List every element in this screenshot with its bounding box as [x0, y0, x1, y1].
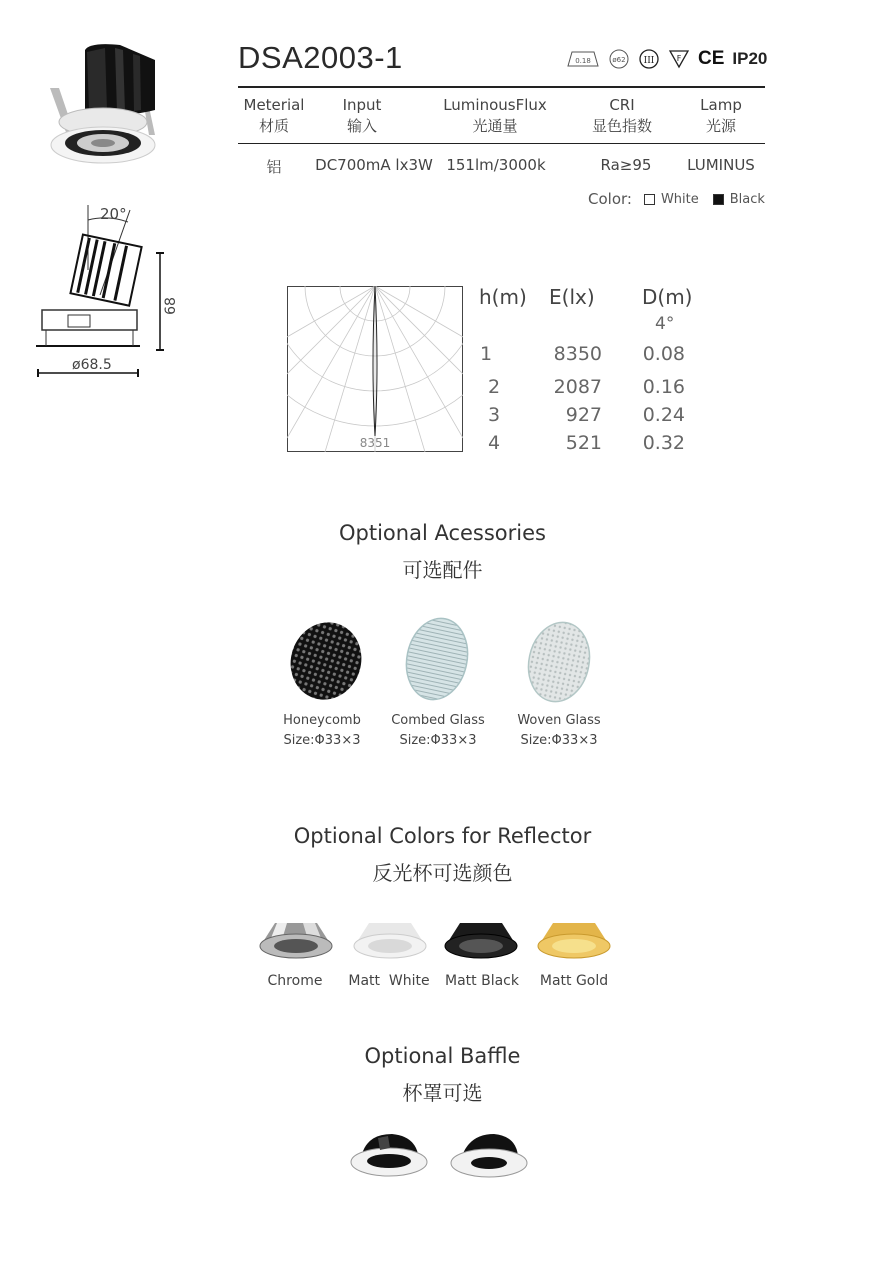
spec-header-cn: 材质	[258, 117, 289, 135]
color-label: Color:	[588, 190, 632, 208]
combed-glass-image	[403, 616, 471, 702]
spec-header-en: CRI	[609, 96, 635, 114]
matt-white-reflector-image	[351, 915, 429, 965]
spec-header-cri	[582, 95, 662, 137]
table-header-h: h(m)	[479, 285, 527, 309]
accessory-name: Combed Glass	[391, 713, 485, 728]
spec-value-lamp: LUMINUS	[687, 156, 755, 174]
cert-thermal-text: 0.18	[575, 57, 591, 65]
reflector-black-label: Matt Black	[445, 973, 519, 989]
header-rule	[238, 86, 765, 88]
cutout-icon	[608, 48, 630, 70]
baffle-title: Optional Baffle	[364, 1044, 521, 1068]
table-row-3-h: 3	[488, 404, 501, 426]
accessories-title: Optional Acessories	[339, 521, 546, 545]
spec-header-input	[322, 95, 402, 137]
accessory-woven-glass	[499, 711, 619, 751]
spec-value-material: 铝	[266, 158, 282, 176]
table-row-2-e: 2087	[553, 376, 602, 398]
black-swatch	[713, 194, 724, 205]
spec-header-en: Lamp	[700, 96, 742, 114]
product-photo	[45, 40, 165, 170]
diameter-label: ø68.5	[72, 357, 112, 373]
height-label: 68	[162, 297, 179, 315]
table-row-3-d: 0.24	[642, 404, 685, 426]
spec-value-cri: Ra≥95	[600, 156, 652, 174]
tilt-angle-label: 20°	[100, 205, 127, 223]
baffle-image-2	[448, 1128, 530, 1180]
reflector-subtitle: 反光杯可选颜色	[372, 861, 513, 885]
baffle-subtitle: 杯罩可选	[402, 1081, 483, 1105]
spec-header-material	[238, 95, 310, 137]
white-swatch	[644, 194, 655, 205]
table-row-2-d: 0.16	[642, 376, 685, 398]
table-row-4-d: 0.32	[642, 432, 685, 454]
matt-black-reflector-image	[442, 915, 520, 965]
accessory-size: Size:Φ33×3	[399, 733, 477, 748]
polar-diagram	[287, 286, 463, 452]
cert-f-text: F	[676, 54, 682, 63]
spec-header-flux	[430, 95, 560, 137]
color-options	[588, 190, 765, 208]
table-row-1-d: 0.08	[642, 343, 685, 365]
table-row-1-h: 1	[480, 343, 493, 365]
color-black-label: Black	[729, 191, 765, 207]
reflector-title: Optional Colors for Reflector	[293, 824, 592, 848]
reflector-gold-label: Matt Gold	[539, 973, 609, 989]
model-title: DSA2003-1	[238, 40, 403, 75]
peak-intensity-label: 8351	[359, 436, 391, 450]
table-header-e: E(lx)	[549, 285, 595, 309]
spec-header-cn: 输入	[346, 117, 377, 135]
accessory-size: Size:Φ33×3	[283, 733, 361, 748]
spec-header-cn: 光通量	[472, 117, 518, 135]
honeycomb-image	[287, 620, 365, 702]
table-row-2-h: 2	[488, 376, 501, 398]
ip-rating: IP20	[732, 49, 768, 68]
table-row-3-e: 927	[565, 404, 602, 426]
class-iii-icon	[638, 48, 660, 70]
spec-value-flux: 151lm/3000k	[446, 156, 546, 174]
spec-header-en: Input	[342, 96, 382, 114]
accessory-name: Woven Glass	[517, 713, 601, 728]
color-white-label: White	[660, 191, 699, 207]
spec-rule	[238, 143, 765, 144]
cert-class-text: III	[643, 56, 655, 66]
accessory-combed-glass	[378, 711, 498, 751]
table-row-1-e: 8350	[553, 343, 602, 365]
spec-header-en: Meterial	[243, 96, 305, 114]
spec-header-lamp	[690, 95, 752, 137]
accessory-size: Size:Φ33×3	[520, 733, 598, 748]
reflector-white-label: Matt White	[348, 973, 430, 989]
table-row-4-e: 521	[565, 432, 602, 454]
chrome-reflector-image	[257, 915, 335, 965]
cert-cutout-text: ø62	[612, 56, 626, 64]
spec-header-en: LuminousFlux	[443, 96, 547, 114]
f-mark-icon	[668, 49, 690, 69]
accessories-subtitle: 可选配件	[402, 558, 483, 582]
thermal-icon	[566, 49, 600, 69]
ce-mark: CE	[698, 48, 725, 69]
spec-header-cn: 显色指数	[591, 117, 652, 135]
reflector-chrome-label: Chrome	[267, 973, 323, 989]
spec-value-input: DC700mA lx3W	[315, 156, 433, 174]
spec-header-cn: 光源	[705, 117, 736, 135]
matt-gold-reflector-image	[535, 915, 613, 965]
woven-glass-image	[525, 620, 593, 704]
accessory-honeycomb	[262, 711, 382, 751]
accessory-name: Honeycomb	[283, 713, 361, 728]
dimension-drawing	[30, 200, 190, 380]
cert-icons	[566, 48, 767, 70]
beam-angle: 4°	[655, 314, 675, 334]
table-header-d: D(m)	[642, 285, 693, 309]
baffle-image-1	[348, 1128, 430, 1180]
table-row-4-h: 4	[488, 432, 501, 454]
